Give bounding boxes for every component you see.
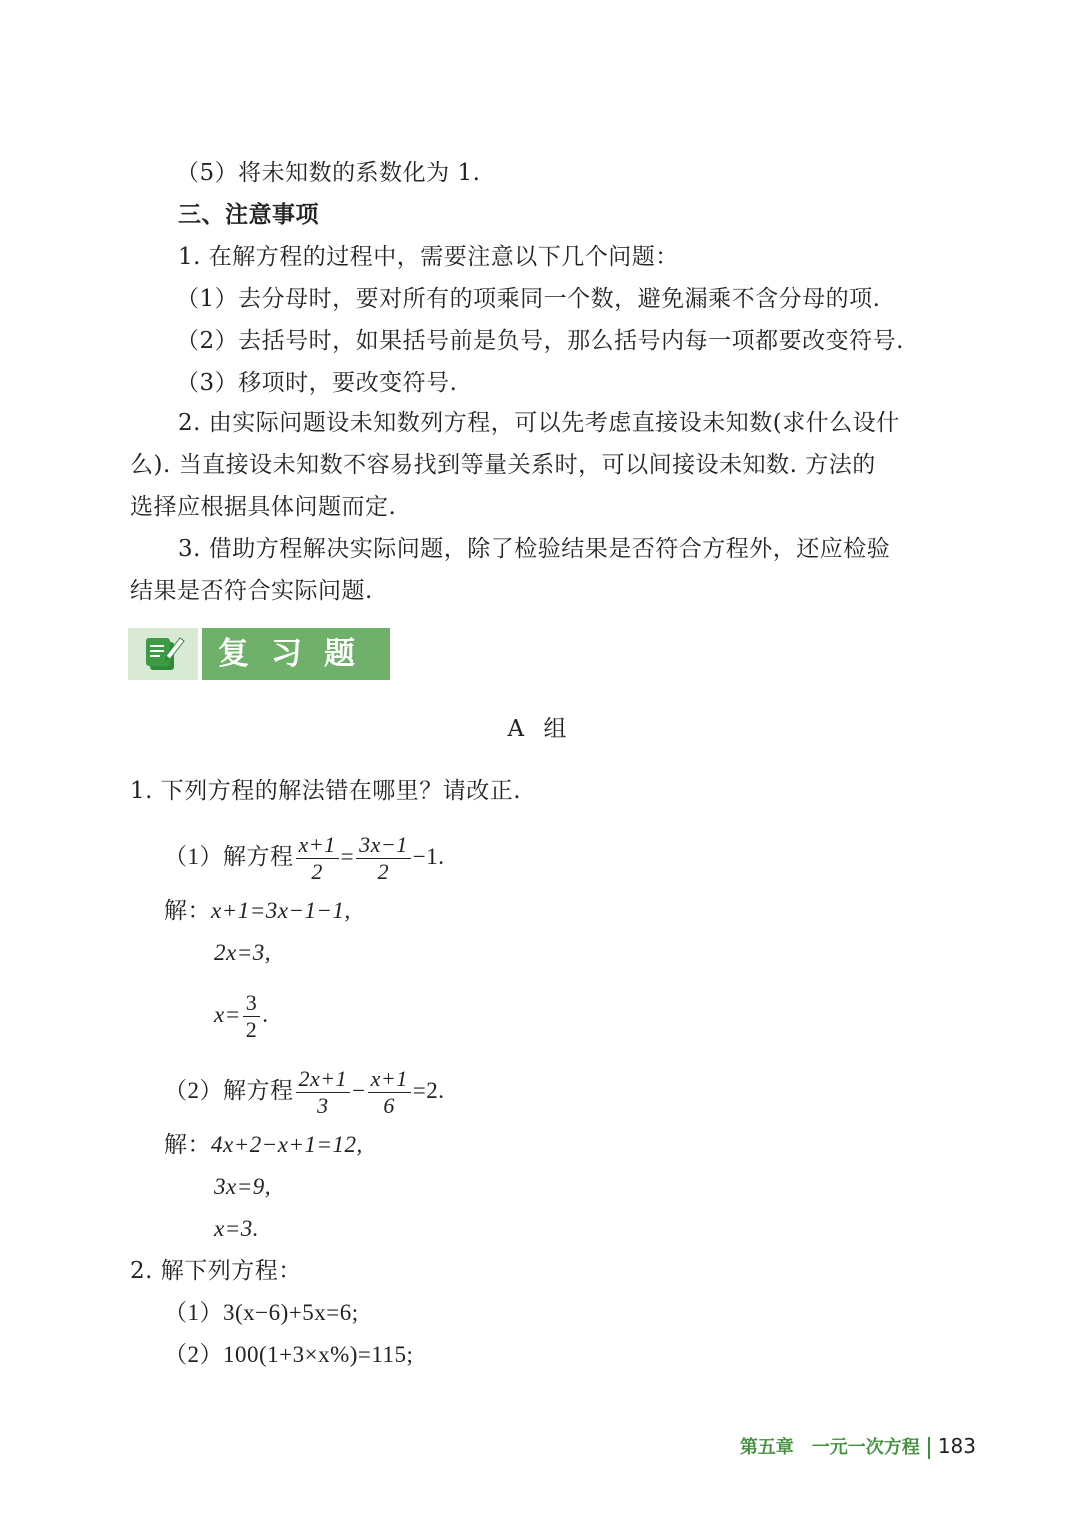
equation-tail-2: =2. (412, 1077, 445, 1103)
step-5-text: （5）将未知数的系数化为 1. (176, 160, 481, 186)
fraction-5-numerator: x+1 (368, 1066, 411, 1093)
sub-2-solution-line-2: 3x=9, (214, 1174, 271, 1199)
solution-step-3-left: x= (214, 1001, 241, 1027)
question-2-sub-2: （2）100(1+3×x%)=115; (164, 1342, 414, 1367)
section-heading: 三、注意事项 (178, 202, 319, 228)
page-footer (740, 1432, 976, 1460)
note-3-line-2: 结果是否符合实际问题. (130, 578, 373, 604)
question-1-sub-1 (164, 832, 444, 885)
fraction-2-denominator: 2 (377, 859, 390, 884)
minus-sign: − (352, 1077, 366, 1103)
note-1-item-3: （3）移项时，要改变符号. (176, 370, 458, 396)
sub-1-solution-line-2: 2x=3, (214, 940, 271, 965)
equation-tail: −1. (412, 843, 445, 869)
fraction-1-numerator: x+1 (296, 832, 339, 859)
chapter-title: 第五章 一元一次方程 (739, 1437, 920, 1458)
fraction-5-denominator: 6 (383, 1093, 395, 1118)
question-2-prompt: 2. 解下列方程： (130, 1258, 302, 1284)
note-1-item-2: （2）去括号时，如果括号前是负号，那么括号内每一项都要改变符号. (176, 328, 904, 354)
banner-icon-box (128, 628, 198, 680)
solution-label-2: 解： (164, 1132, 211, 1157)
sub-1-solution-line-3 (214, 990, 268, 1043)
group-title: A 组 (507, 716, 573, 742)
note-1-item-1: （1）去分母时，要对所有的项乘同一个数，避免漏乘不含分母的项. (176, 286, 881, 312)
fraction-1-denominator: 2 (311, 859, 323, 884)
solution-label: 解： (164, 898, 211, 923)
note-1: 1. 在解方程的过程中，需要注意以下几个问题： (178, 244, 679, 270)
note-2-line-2: 么). 当直接设未知数不容易找到等量关系时，可以间接设未知数. 方法的 (130, 452, 876, 478)
fraction-2-numerator: 3x−1 (356, 832, 411, 859)
fraction-2 (356, 832, 411, 885)
question-2-sub-1: （1）3(x−6)+5x=6; (164, 1300, 359, 1325)
sub-2-label: （2）解方程 (164, 1077, 294, 1103)
fraction-5 (368, 1066, 411, 1119)
sub-1-label: （1）解方程 (164, 843, 294, 869)
fraction-3-denominator: 2 (245, 1017, 258, 1042)
note-2-line-1: 2. 由实际问题设未知数列方程，可以先考虑直接设未知数(求什么设什 (178, 410, 900, 436)
question-1-prompt: 1. 下列方程的解法错在哪里？请改正. (130, 778, 522, 804)
sub-1-solution-line-1 (164, 896, 351, 926)
fraction-4 (296, 1066, 351, 1119)
notebook-pencil-icon (128, 628, 198, 680)
banner-title: 复习题 (218, 636, 377, 672)
solution-step-3-end: . (262, 1001, 269, 1027)
fraction-3 (243, 990, 261, 1043)
sub-2-solution-line-3: x=3. (214, 1216, 259, 1241)
equals-sign: = (340, 843, 355, 869)
note-3-line-1: 3. 借助方程解决实际问题，除了检验结果是否符合方程外，还应检验 (178, 536, 891, 562)
question-1-sub-2 (164, 1066, 444, 1119)
sub-2-solution-line-1 (164, 1130, 363, 1160)
footer-divider (928, 1437, 930, 1459)
fraction-4-numerator: 2x+1 (296, 1066, 351, 1093)
page-number: 183 (937, 1434, 976, 1458)
fraction-4-denominator: 3 (317, 1093, 329, 1118)
solution-2-step-1: 4x+2−x+1=12, (211, 1132, 363, 1157)
note-2-line-3: 选择应根据具体问题而定. (130, 494, 397, 520)
fraction-1 (296, 832, 339, 885)
banner-title-box (202, 628, 390, 680)
fraction-3-numerator: 3 (243, 990, 261, 1017)
solution-step-1: x+1=3x−1−1, (211, 898, 351, 923)
review-banner (128, 628, 390, 680)
